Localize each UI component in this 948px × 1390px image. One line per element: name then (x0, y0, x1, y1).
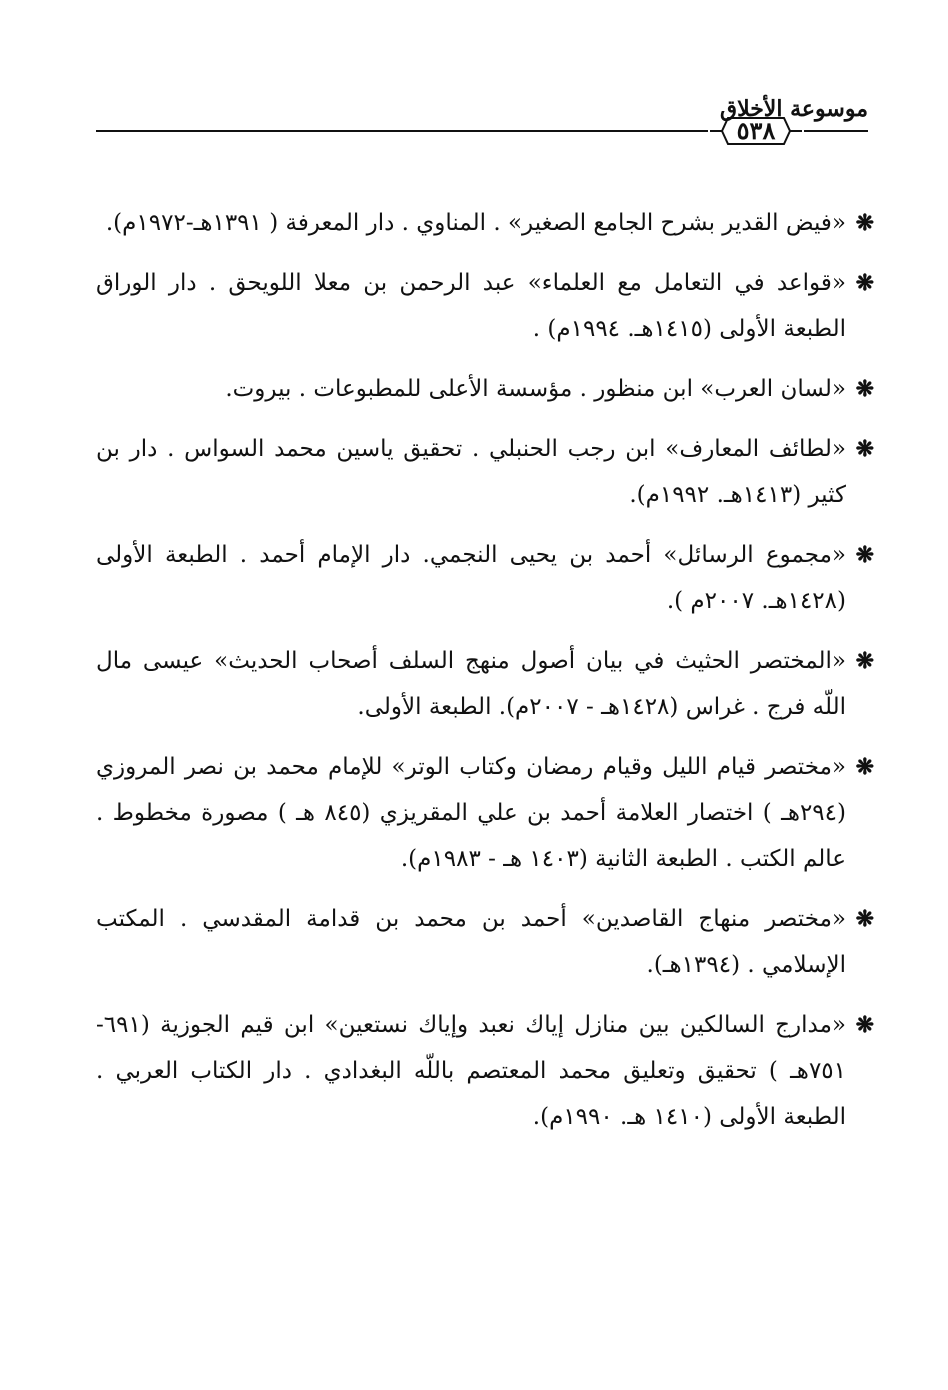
bullet-icon: ❋ (855, 906, 874, 932)
bibliography-list (96, 200, 874, 1154)
bullet-icon: ❋ (855, 376, 874, 402)
header-rule-left (96, 130, 708, 132)
header-rule-right (804, 130, 868, 132)
entry-text: «قواعد في التعامل مع العلماء» عبد الرحمن بن معلا اللويحق . دار الوراق الطبعة الأولى (١٤١٥هـ. ١٩٩٤م) . (96, 270, 846, 342)
bibliography-entry (96, 426, 874, 518)
bullet-icon: ❋ (855, 436, 874, 462)
entry-text: «مدارج السالكين بين منازل إياك نعبد وإياك نستعين» ابن قيم الجوزية (٦٩١- ٧٥١هـ ) تحقيق وتعليق محمد المعتصم باللّه البغدادي . دار الكتاب العربي . الطبعة الأولى (١٤١٠ هـ. ١٩٩٠م). (96, 1012, 846, 1130)
bibliography-entry (96, 366, 874, 412)
bullet-icon: ❋ (855, 270, 874, 296)
bullet-icon: ❋ (855, 754, 874, 780)
entry-text: «لطائف المعارف» ابن رجب الحنبلي . تحقيق ياسين محمد السواس . دار بن كثير (١٤١٣هـ. ١٩٩٢م). (96, 436, 846, 508)
bibliography-entry (96, 200, 874, 246)
page-header (96, 88, 868, 148)
bibliography-entry (96, 532, 874, 624)
bibliography-entry (96, 260, 874, 352)
entry-text: «لسان العرب» ابن منظور . مؤسسة الأعلى للمطبوعات . بيروت. (225, 376, 846, 402)
bullet-icon: ❋ (855, 210, 874, 236)
page-number-frame (708, 114, 804, 148)
bullet-icon: ❋ (855, 542, 874, 568)
entry-text: «مختصر قيام الليل وقيام رمضان وكتاب الوتر» للإمام محمد بن نصر المروزي (٢٩٤هـ ) اختصار العلامة أحمد بن علي المقريزي (٨٤٥ هـ ) مصورة مخطوط . عالم الكتب . الطبعة الثانية (١٤٠٣ هـ - ١٩٨٣م). (96, 754, 846, 872)
bibliography-entry (96, 1002, 874, 1140)
bullet-icon: ❋ (855, 648, 874, 674)
bullet-icon: ❋ (855, 1012, 874, 1038)
bibliography-entry (96, 896, 874, 988)
bibliography-entry (96, 744, 874, 882)
entry-text: «فيض القدير بشرح الجامع الصغير» . المناوي . دار المعرفة ( ١٣٩١هـ-١٩٧٢م). (105, 210, 846, 236)
page-number: ٥٣٨ (736, 116, 776, 145)
book-title: موسوعة الأخلاق (720, 96, 868, 122)
bibliography-entry (96, 638, 874, 730)
entry-text: «مختصر منهاج القاصدين» أحمد بن محمد بن قدامة المقدسي . المكتب الإسلامي . (١٣٩٤هـ). (96, 906, 846, 978)
entry-text: «المختصر الحثيث في بيان أصول منهج السلف أصحاب الحديث» عيسى مال اللّه فرج . غراس (١٤٢٨هـ - ٢٠٠٧م). الطبعة الأولى. (96, 648, 846, 720)
entry-text: «مجموع الرسائل» أحمد بن يحيى النجمي. دار الإمام أحمد . الطبعة الأولى (١٤٢٨هـ. ٢٠٠٧م ). (96, 542, 846, 614)
